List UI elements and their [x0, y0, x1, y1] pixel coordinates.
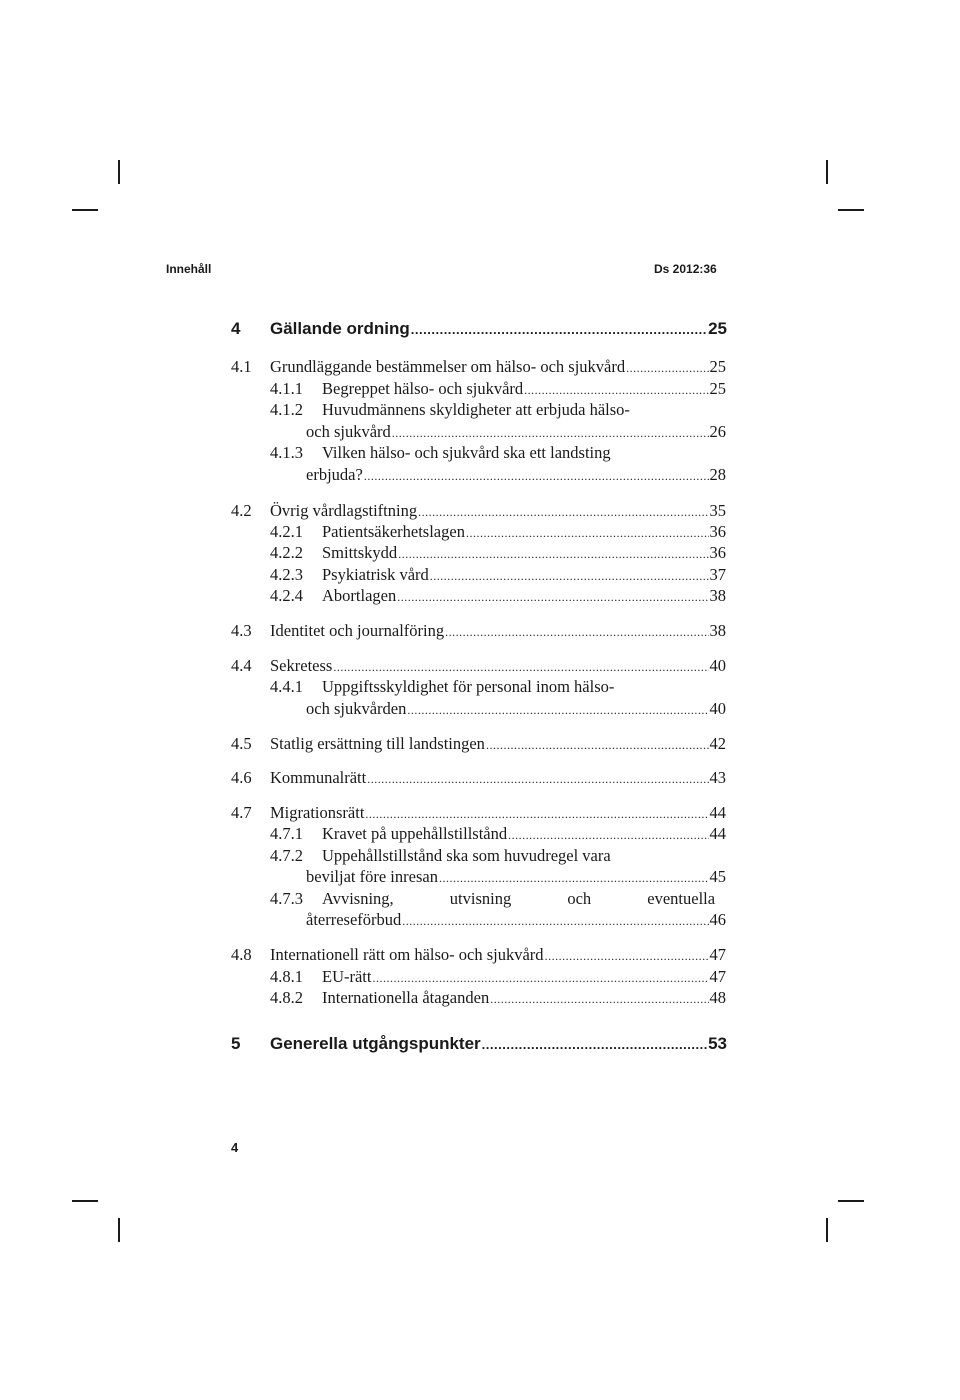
- toc-entry-page: 47: [709, 945, 726, 964]
- toc-entry-page: 38: [709, 621, 726, 640]
- toc-entry-title: Generella utgångspunkter: [270, 1034, 481, 1053]
- toc-entry-title: återreseförbud: [306, 910, 402, 929]
- toc-entry-title: Identitet och journalföring: [270, 621, 445, 640]
- dot-leader: [402, 911, 708, 932]
- toc-entry-title: Kommunalrätt: [270, 768, 367, 787]
- toc-entry-page: 53: [708, 1034, 727, 1053]
- dot-leader: [398, 544, 708, 565]
- toc-entry-title-line1: [322, 845, 684, 866]
- toc-entry-page: 25: [708, 319, 727, 338]
- toc-entry-page: 46: [709, 910, 726, 929]
- dot-leader: [418, 502, 708, 523]
- toc-entry-page: 37: [709, 565, 726, 584]
- toc-entry-section[interactable]: [270, 356, 726, 379]
- toc-entry-section[interactable]: [270, 733, 726, 756]
- dot-leader: [486, 735, 709, 756]
- dot-leader: [466, 523, 709, 544]
- toc-entry-subsection[interactable]: [322, 521, 726, 544]
- toc-section-number: 4.3: [231, 621, 252, 640]
- dot-leader: [407, 700, 708, 721]
- toc-entry-section[interactable]: [270, 767, 726, 790]
- toc-entry-subsection[interactable]: [322, 987, 726, 1010]
- toc-entry-section[interactable]: [270, 620, 726, 643]
- toc-entry-page: 44: [709, 803, 726, 822]
- toc-entry-subsection[interactable]: [306, 464, 726, 487]
- toc-entry-page: 45: [709, 867, 726, 886]
- toc-entry-subsection[interactable]: [322, 966, 726, 989]
- toc-entry-title: Begreppet hälso- och sjukvård: [322, 379, 524, 398]
- toc-entry-page: 35: [709, 501, 726, 520]
- dot-leader: [508, 825, 708, 846]
- page-number: 4: [231, 1140, 239, 1155]
- dot-leader: [524, 380, 708, 401]
- toc-entry-title: EU-rätt: [322, 967, 372, 986]
- toc-subsection-number: 4.2.3: [270, 565, 303, 584]
- toc-entry-page: 25: [709, 357, 726, 376]
- toc-section-number: 4.4: [231, 656, 252, 675]
- toc-subsection-number: 4.1.3: [270, 443, 303, 462]
- dot-leader: [626, 358, 708, 379]
- toc-entry-title: och sjukvård: [306, 422, 391, 441]
- dot-leader: [545, 946, 709, 967]
- toc-entry-title-line1: Avvisning, utvisning och eventuella: [322, 889, 716, 908]
- toc-entry-title: beviljat före inresan: [306, 867, 438, 886]
- toc-entry-page: 25: [709, 379, 726, 398]
- toc-entry-title: och sjukvården: [306, 699, 407, 718]
- toc-entry-subsection[interactable]: [322, 823, 726, 846]
- toc-section-number: 4.5: [231, 734, 252, 753]
- toc-entry-title: erbjuda?: [306, 465, 363, 484]
- toc-entry-section[interactable]: [270, 944, 726, 967]
- dot-leader: [372, 968, 708, 989]
- toc-section-number: 4.2: [231, 501, 252, 520]
- toc-entry-title-line1: Huvudmännens skyldigheter att erbjuda hälso-: [322, 400, 630, 419]
- toc-entry-title: Smittskydd: [322, 543, 398, 562]
- toc-entry-title: Övrig vårdlagstiftning: [270, 501, 418, 520]
- toc-entry-subsection[interactable]: [306, 909, 726, 932]
- toc-chapter-number: 5: [231, 1034, 241, 1053]
- toc-subsection-number: 4.1.2: [270, 400, 303, 419]
- dot-leader: [333, 657, 708, 678]
- toc-subsection-number: 4.2.1: [270, 522, 303, 541]
- toc-section-number: 4.8: [231, 945, 252, 964]
- toc-entry-title: Grundläggande bestämmelser om hälso- och sjukvård: [270, 357, 626, 376]
- toc-entry-subsection[interactable]: [306, 421, 726, 444]
- toc-entry-title: Statlig ersättning till landstingen: [270, 734, 485, 753]
- toc-entry-section[interactable]: [270, 500, 726, 523]
- toc-subsection-number: 4.8.1: [270, 967, 303, 986]
- dot-leader: [367, 769, 708, 790]
- toc-entry-title-line1: [322, 676, 722, 697]
- toc-entry-title-line1-text: Uppehållstillstånd ska som huvudregel vara: [322, 846, 611, 865]
- toc-entry-section[interactable]: [270, 802, 726, 825]
- dot-leader: [430, 566, 709, 587]
- dot-leader: [411, 319, 707, 340]
- toc-entry-page: 38: [709, 586, 726, 605]
- toc-entry-subsection[interactable]: [322, 542, 726, 565]
- toc-entry-page: 26: [709, 422, 726, 441]
- toc-entry-subsection[interactable]: [306, 866, 726, 889]
- toc-entry-page: 42: [709, 734, 726, 753]
- toc-entry-page: 43: [709, 768, 726, 787]
- toc-section-number: 4.6: [231, 768, 252, 787]
- toc-entry-title: Internationella åtaganden: [322, 988, 490, 1007]
- toc-subsection-number: 4.4.1: [270, 677, 303, 696]
- toc-chapter-number: 4: [231, 319, 241, 338]
- toc-entry-chapter[interactable]: [270, 1033, 727, 1055]
- toc-subsection-number: 4.8.2: [270, 988, 303, 1007]
- toc-entry-subsection[interactable]: [322, 564, 726, 587]
- toc-entry-title: Patientsäkerhetslagen: [322, 522, 465, 541]
- toc-section-number: 4.1: [231, 357, 252, 376]
- toc-entry-page: 44: [709, 824, 726, 843]
- dot-leader: [439, 868, 709, 889]
- running-head-left: Innehåll: [166, 262, 212, 276]
- toc-entry-title: Kravet på uppehållstillstånd: [322, 824, 508, 843]
- toc-section-number: 4.7: [231, 803, 252, 822]
- toc-entry-subsection[interactable]: [322, 378, 726, 401]
- toc-entry-chapter[interactable]: [270, 318, 727, 340]
- dot-leader: [445, 622, 708, 643]
- toc-entry-page: 40: [709, 656, 726, 675]
- running-head-right: Ds 2012:36: [654, 262, 717, 276]
- toc-entry-page: 40: [709, 699, 726, 718]
- dot-leader: [482, 1034, 707, 1055]
- toc-entry-title: Psykiatrisk vård: [322, 565, 429, 584]
- toc-entry-title: Abortlagen: [322, 586, 397, 605]
- toc-entry-section[interactable]: [270, 655, 726, 678]
- toc-subsection-number: 4.1.1: [270, 379, 303, 398]
- toc-entry-title: Migrationsrätt: [270, 803, 365, 822]
- toc-entry-title: Sekretess: [270, 656, 333, 675]
- toc-entry-page: 28: [709, 465, 726, 484]
- toc-entry-subsection[interactable]: [322, 585, 726, 608]
- toc-subsection-number: 4.7.3: [270, 889, 303, 908]
- toc-entry-subsection[interactable]: [306, 698, 726, 721]
- toc-subsection-number: 4.7.2: [270, 846, 303, 865]
- dot-leader: [365, 804, 708, 825]
- toc-entry-title-line1: Vilken hälso- och sjukvård ska ett landsting: [322, 443, 611, 462]
- dot-leader: [392, 423, 709, 444]
- toc-entry-page: 47: [709, 967, 726, 986]
- dot-leader: [364, 466, 709, 487]
- toc-entry-title-line1-text: Uppgiftsskyldighet för personal inom hälso-: [322, 677, 615, 696]
- dot-leader: [490, 989, 708, 1010]
- toc-entry-title: Gällande ordning: [270, 319, 410, 338]
- toc-entry-page: 48: [709, 988, 726, 1007]
- toc-entry-title: Internationell rätt om hälso- och sjukvård: [270, 945, 544, 964]
- toc-entry-page: 36: [709, 543, 726, 562]
- toc-subsection-number: 4.2.2: [270, 543, 303, 562]
- toc-entry-page: 36: [709, 522, 726, 541]
- toc-subsection-number: 4.7.1: [270, 824, 303, 843]
- toc-subsection-number: 4.2.4: [270, 586, 303, 605]
- dot-leader: [397, 587, 708, 608]
